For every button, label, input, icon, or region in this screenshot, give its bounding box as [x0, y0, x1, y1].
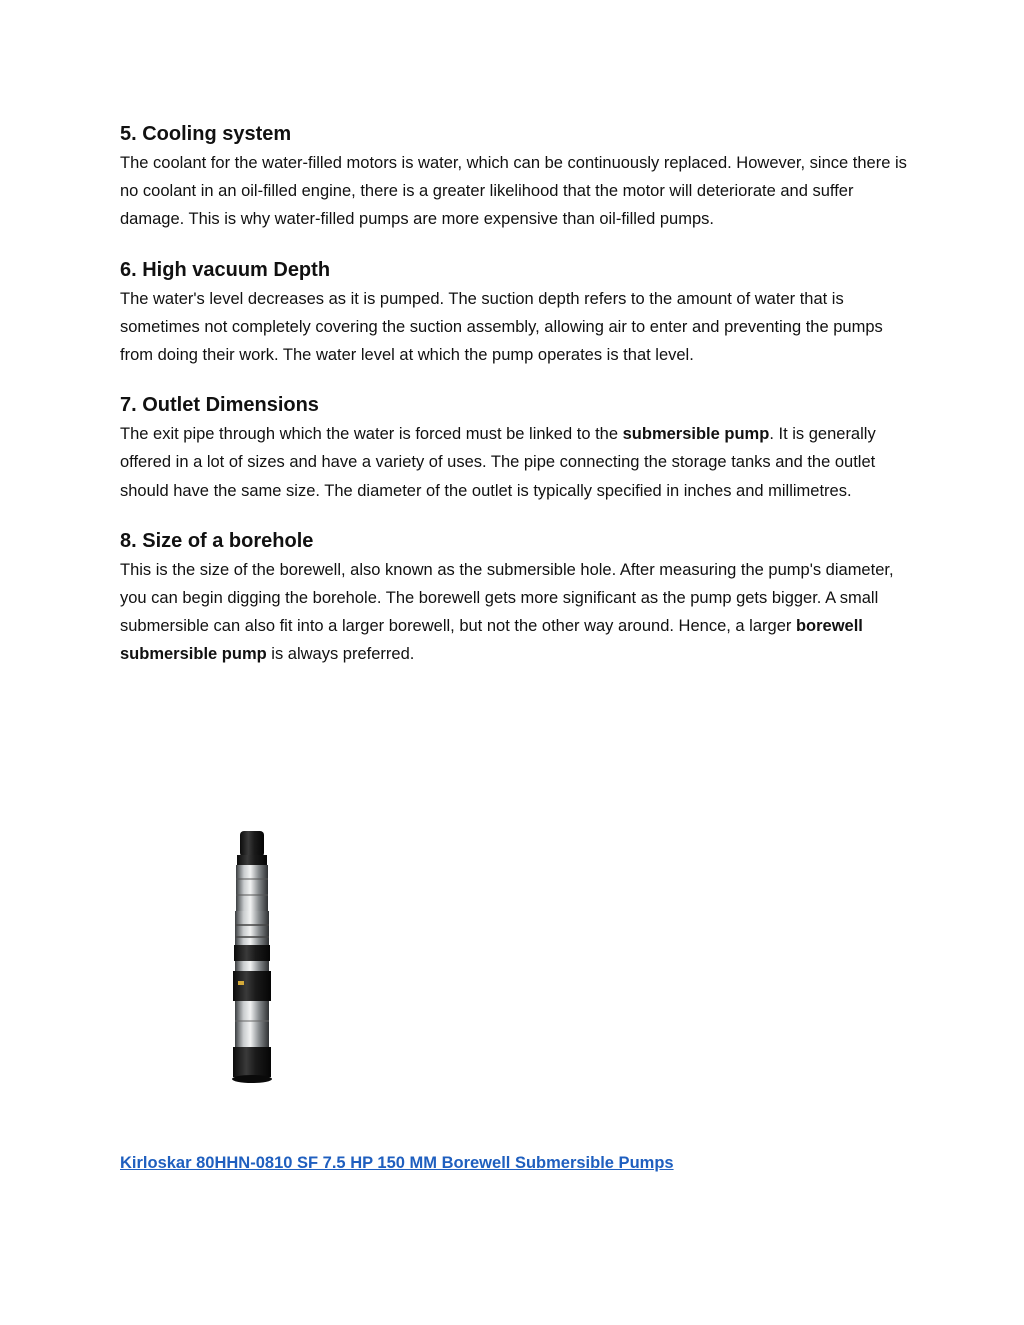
bold-term-borewell-submersible-pump: borewell submersible pump [120, 617, 863, 664]
paragraph-outlet-dimensions [120, 420, 910, 505]
heading-outlet-dimensions: 7. Outlet Dimensions [120, 394, 319, 417]
heading-cooling-system: 5. Cooling system [120, 123, 292, 145]
bold-term-submersible-pump: submersible pump [622, 425, 770, 444]
submersible-pump-icon [120, 825, 392, 1093]
paragraph-text: is always preferred. [266, 645, 415, 664]
section-cooling-system [120, 120, 910, 234]
document-page [120, 120, 910, 691]
section-borehole-size [120, 527, 910, 669]
section-high-vacuum-depth [120, 256, 910, 370]
paragraph-text: This is the size of the borewell, also known as the submersible hole. After measuring the pump's diameter, you can begin digging the borehole. The borewell gets more significant as the pump gets bigger. A small submersible can also fit into a larger borewell, but not the other way around. Hence, a larger [120, 560, 894, 636]
heading-high-vacuum-depth: 6. High vacuum Depth [120, 258, 331, 281]
paragraph-text: The exit pipe through which the water is forced must be linked to the [120, 425, 623, 444]
paragraph-cooling-system: The coolant for the water-filled motors is water, which can be continuously replaced. However, since there is no coolant in an oil-filled engine, there is a greater likelihood that the motor will deteriorate and suffer damage. This is why water-filled pumps are more expensive than oil-filled pumps. [120, 154, 907, 229]
paragraph-text: . It is generally offered in a lot of sizes and have a variety of uses. The pipe connecting the storage tanks and the outlet should have the same size. The diameter of the outlet is typically specified in inches and millimetres. [120, 425, 876, 500]
product-link-kirloskar-pump[interactable]: Kirloskar 80HHN-0810 SF 7.5 HP 150 MM Borewell Submersible Pumps [120, 1154, 674, 1172]
paragraph-high-vacuum-depth: The water's level decreases as it is pumped. The suction depth refers to the amount of water that is sometimes not completely covering the suction assembly, allowing air to enter and preventing the pumps from doing their work. The water level at which the pump operates is that level. [120, 289, 883, 365]
submersible-pump-image [120, 825, 392, 1093]
paragraph-borehole-size [120, 556, 910, 669]
section-outlet-dimensions [120, 391, 910, 505]
heading-borehole-size: 8. Size of a borehole [120, 529, 314, 552]
